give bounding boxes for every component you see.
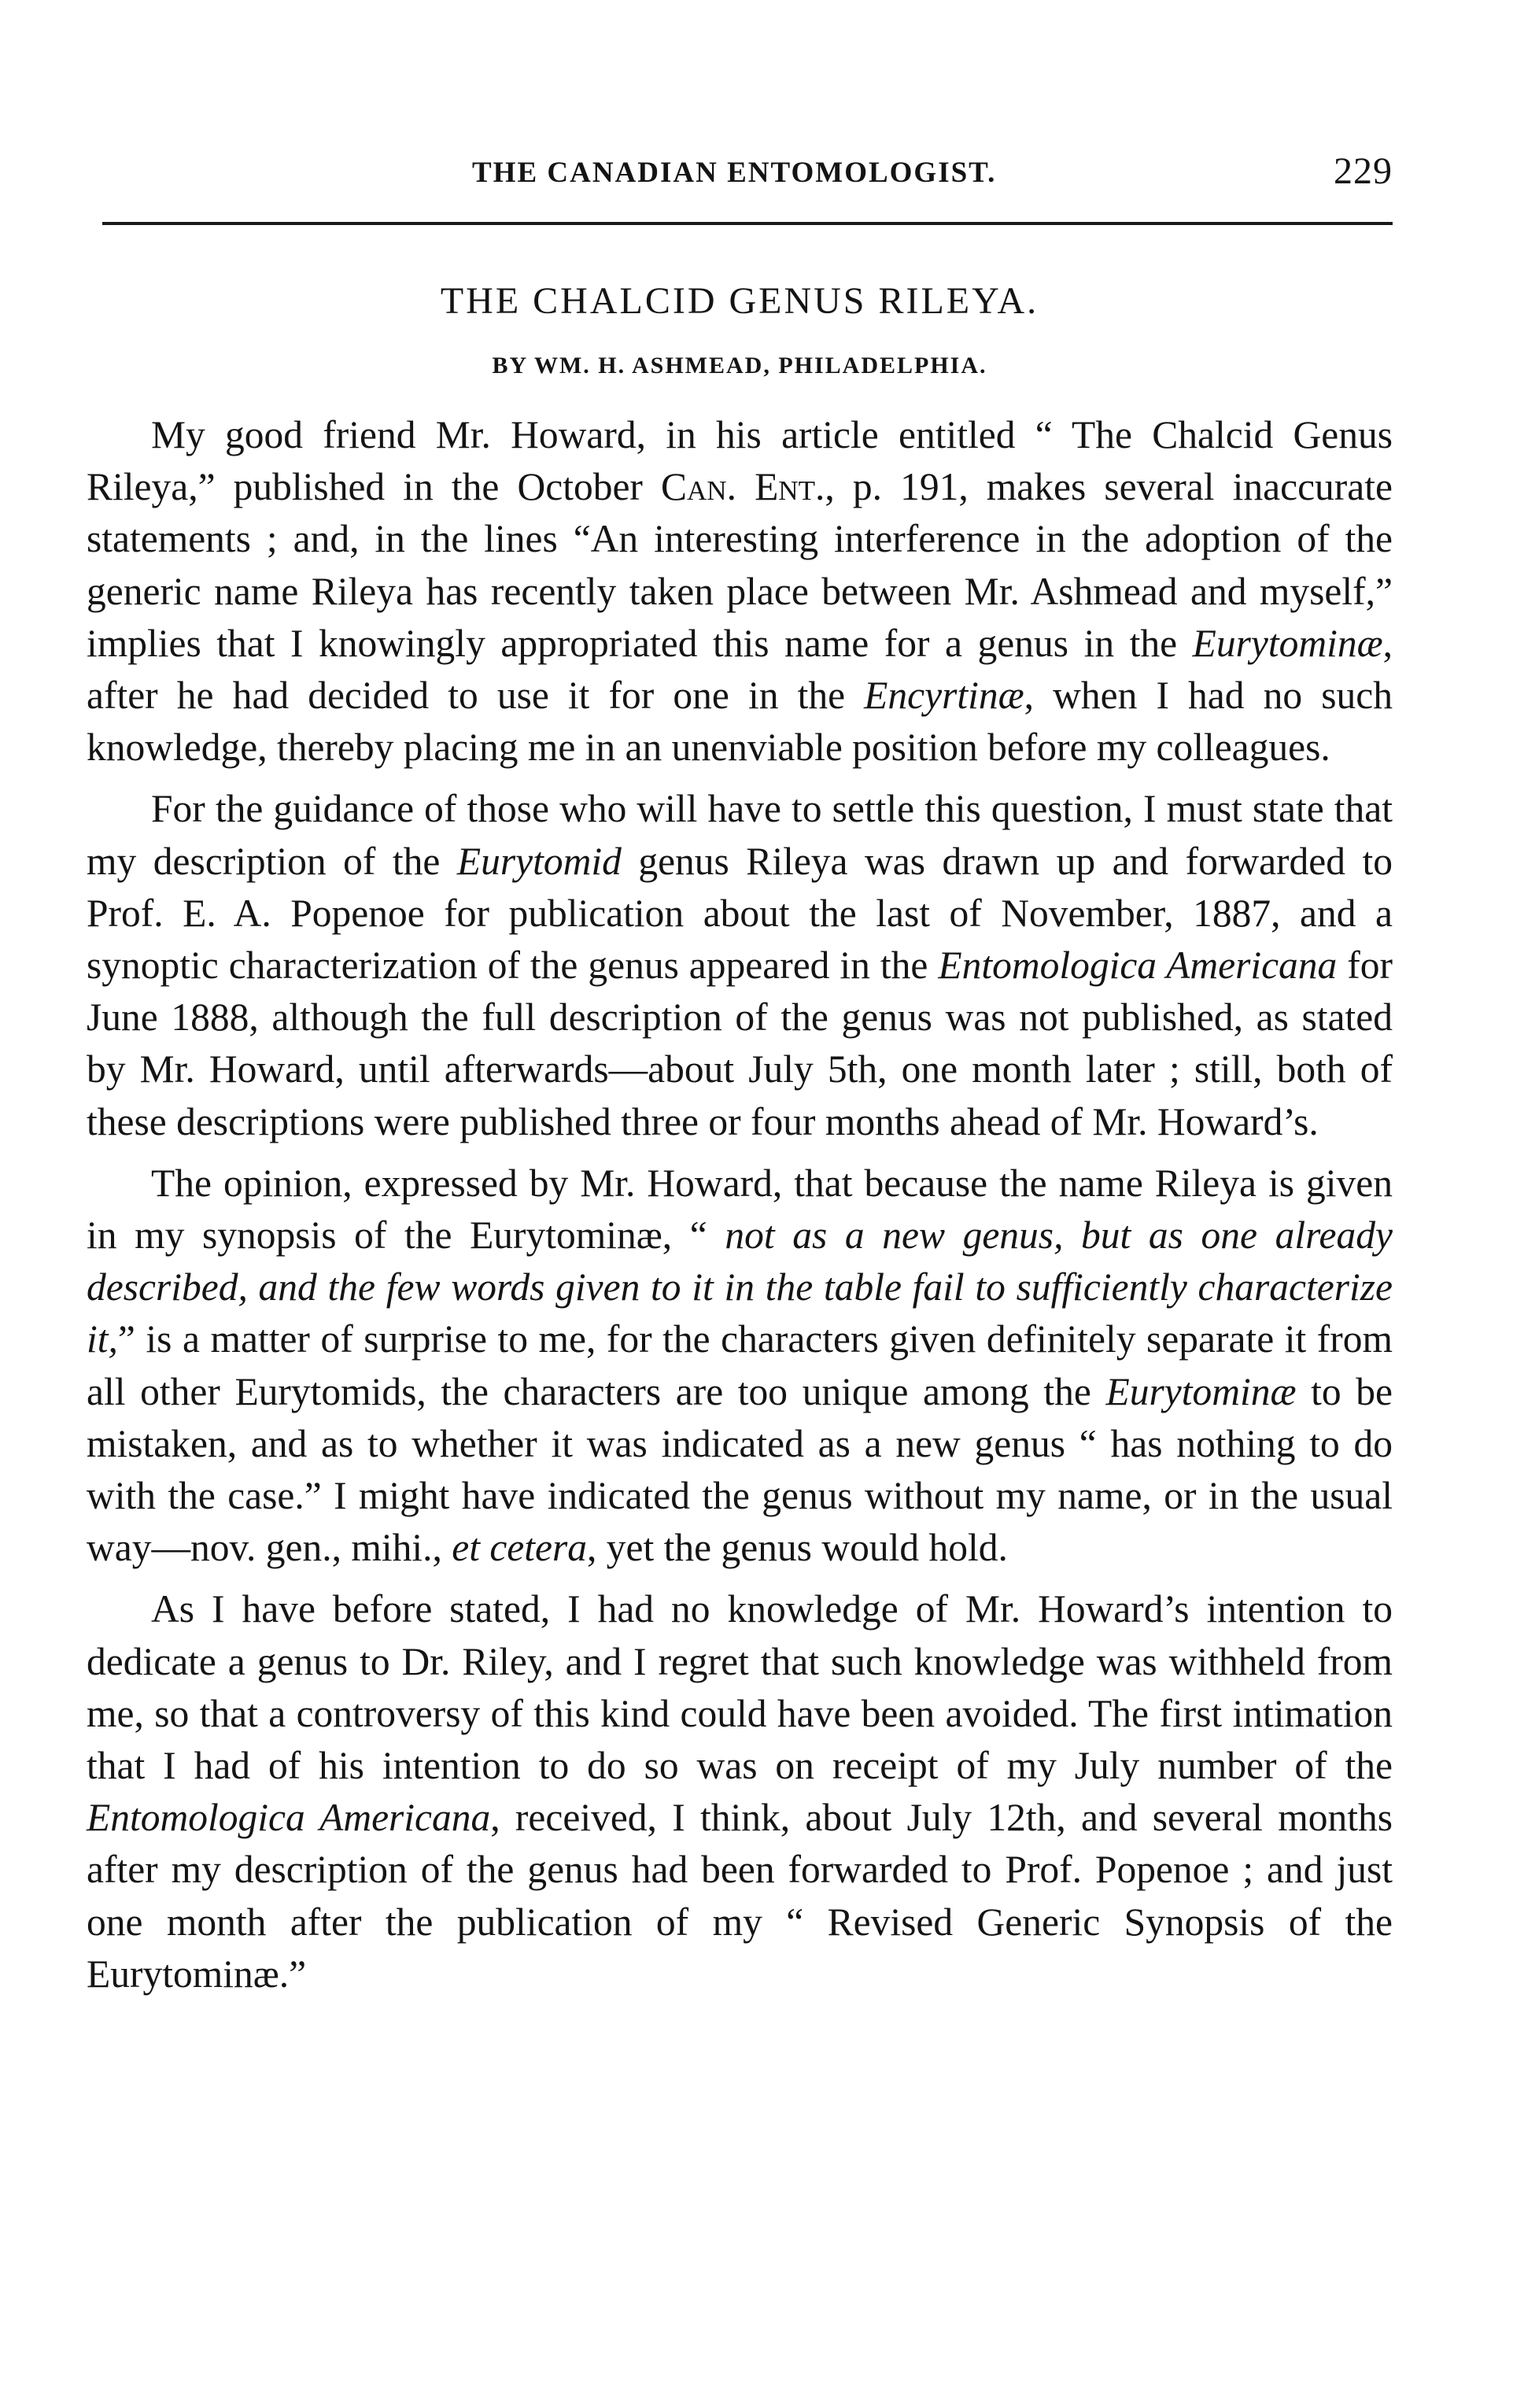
- journal-name: Entomologica Americana: [938, 944, 1338, 988]
- taxon-name: Eurytominæ: [1105, 1369, 1297, 1413]
- text-run: to be mistaken, and as to whether it was indicated as a new genus “ has nothing to do with the case.” I might have indicated the genus without my name, or in the usual way—nov. gen., mihi.,: [87, 1369, 1393, 1570]
- text-run: , after he had decided to use it for one in the: [87, 621, 1393, 718]
- text-run: , p. 191, makes several inaccurate statements ; and, in the lines “An interesting interference in the adoption of the generic name Rileya has recently taken place between Mr. Ashmead and myself,” implies that I knowingly appropriated this name for a genus in the: [87, 465, 1393, 665]
- text-run: The opinion, expressed by Mr. Howard, that because the name Rileya is given in my synopsis of the Eurytominæ, “: [87, 1161, 1393, 1258]
- taxon-name: Eurytominæ: [1192, 621, 1383, 665]
- journal-title: THE CANADIAN ENTOMOLOGIST.: [472, 157, 997, 189]
- article-byline: BY WM. H. ASHMEAD, PHILADELPHIA.: [492, 353, 987, 379]
- paragraph-4: [87, 1583, 1393, 2000]
- page-number: 229: [1334, 150, 1393, 192]
- journal-name: Entomologica Americana: [87, 1796, 491, 1840]
- article-title: THE CHALCID GENUS RILEYA.: [440, 280, 1039, 322]
- quotation: not as a new genus, but as one already described, and the few words given to it in the table fail to sufficiently characterize it,: [87, 1213, 1393, 1361]
- paragraph-3: [87, 1158, 1393, 1575]
- running-head: [87, 150, 1393, 205]
- text-run: , yet the genus would hold.: [587, 1526, 1008, 1570]
- journal-abbreviation: Can. Ent.: [661, 465, 825, 509]
- text-run: As I have before stated, I had no knowledge of Mr. Howard’s intention to dedicate a genus to Dr. Riley, and I regret that such knowledge was withheld from me, so that a controversy of this kind could have been avoided. The first intimation that I had of his intention to do so was on receipt of my July number of the: [87, 1587, 1393, 1788]
- paragraph-2: [87, 783, 1393, 1147]
- text-run: , received, I think, about July 12th, and several months after my description of the genus had been forwarded to Prof. Popenoe ; and just one month after the publication of my “ Revised Generic Synopsis of the Eurytominæ.”: [87, 1796, 1393, 1996]
- text-run: , when I had no such knowledge, thereby placing me in an unenviable position before my colleagues.: [87, 674, 1393, 770]
- latin-phrase: et cetera: [452, 1526, 588, 1570]
- text-run: ” is a matter of surprise to me, for the characters given definitely separate it from all other Eurytomids, the characters are too unique among the: [87, 1317, 1393, 1413]
- text-run: for June 1888, although the full description of the genus was not published, as stated by Mr. Howard, until afterwards—about July 5th, one month later ; still, both of these descriptions were published three or four months ahead of Mr. Howard’s.: [87, 944, 1393, 1143]
- paragraph-1: [87, 409, 1393, 774]
- text-run: For the guidance of those who will have to settle this question, I must state that my description of the: [87, 787, 1393, 883]
- taxon-name: Encyrtinæ: [864, 674, 1024, 718]
- text-run: My good friend Mr. Howard, in his article entitled “ The Chalcid Genus Rileya,” published in the October: [87, 413, 1393, 509]
- journal-page: [87, 150, 1393, 1996]
- taxon-name: Eurytomid: [456, 839, 622, 883]
- text-run: genus Rileya was drawn up and forwarded to Prof. E. A. Popenoe for publication about the last of November, 1887, and a synoptic characterization of the genus appeared in the: [87, 839, 1393, 988]
- article-body: [87, 409, 1393, 2010]
- header-rule: [102, 222, 1393, 225]
